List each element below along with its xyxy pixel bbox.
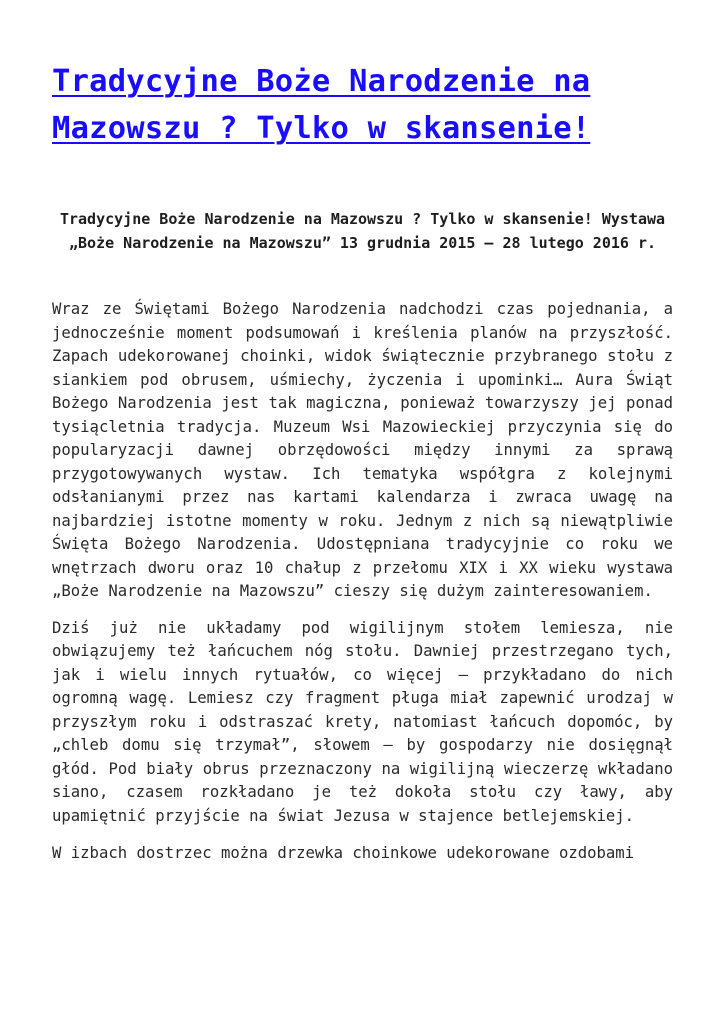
article-title-link[interactable]: Tradycyjne Boże Narodzenie na Mazowszu ? Tylko w skansenie! — [52, 64, 591, 146]
article-title — [52, 58, 673, 152]
paragraph-3: W izbach dostrzec można drzewka choinkowe udekorowane ozdobami — [52, 844, 635, 862]
paragraph-1: Wraz ze Świętami Bożego Narodzenia nadchodzi czas pojednania, a jednocześnie moment podsumowań i kreślenia planów na przyszłość. Zapach udekorowanej choinki, widok świątecznie przybranego stołu z siankiem pod obrusem, uśmiechy, życzenia i upominki… Aura Świąt Bożego Narodzenia jest tak magiczna, ponieważ towarzyszy jej ponad tysiącletnia tradycja. Muzeum Wsi Mazowieckiej przyczynia się do popularyzacji dawnej obrzędowości między innymi za sprawą przygotowywanych wystaw. Ich tematyka współgra z kolejnymi odsłanianymi przez nas kartami kalendarza i zwraca uwagę na najbardziej istotne momenty w roku. Jednym z nich są niewątpliwie Święta Bożego Narodzenia. Udostępniana tradycyjnie co roku we wnętrzach dworu oraz 10 chałup z przełomu XIX i XX wieku wystawa „Boże Narodzenie na Mazowszu” cieszy się dużym zainteresowaniem. — [52, 300, 673, 600]
document-page — [52, 0, 673, 866]
article-lead: Tradycyjne Boże Narodzenie na Mazowszu ? Tylko w skansenie! Wystawa „Boże Narodzenie na Mazowszu” 13 grudnia 2015 – 28 lutego 2016 r. — [59, 210, 666, 252]
paragraph-2: Dziś już nie układamy pod wigilijnym stołem lemiesza, nie obwiązujemy też łańcuchem nóg stołu. Dawniej przestrzegano tych, jak i wielu innych rytuałów, co więcej – przykładano do nich ogromną wagę. Lemiesz czy fragment pługa miał zapewnić urodzaj w przyszłym roku i odstraszać krety, natomiast łańcuch dopomóc, by „chleb domu się trzymał”, słowem – by gospodarzy nie dosięgnął głód. Pod biały obrus przeznaczony na wigilijną wieczerzę wkładano siano, czasem rozkładano je też dokoła stołu czy ławy, aby upamiętnić przyjście na świat Jezusa w stajence betlejemskiej. — [52, 618, 673, 825]
